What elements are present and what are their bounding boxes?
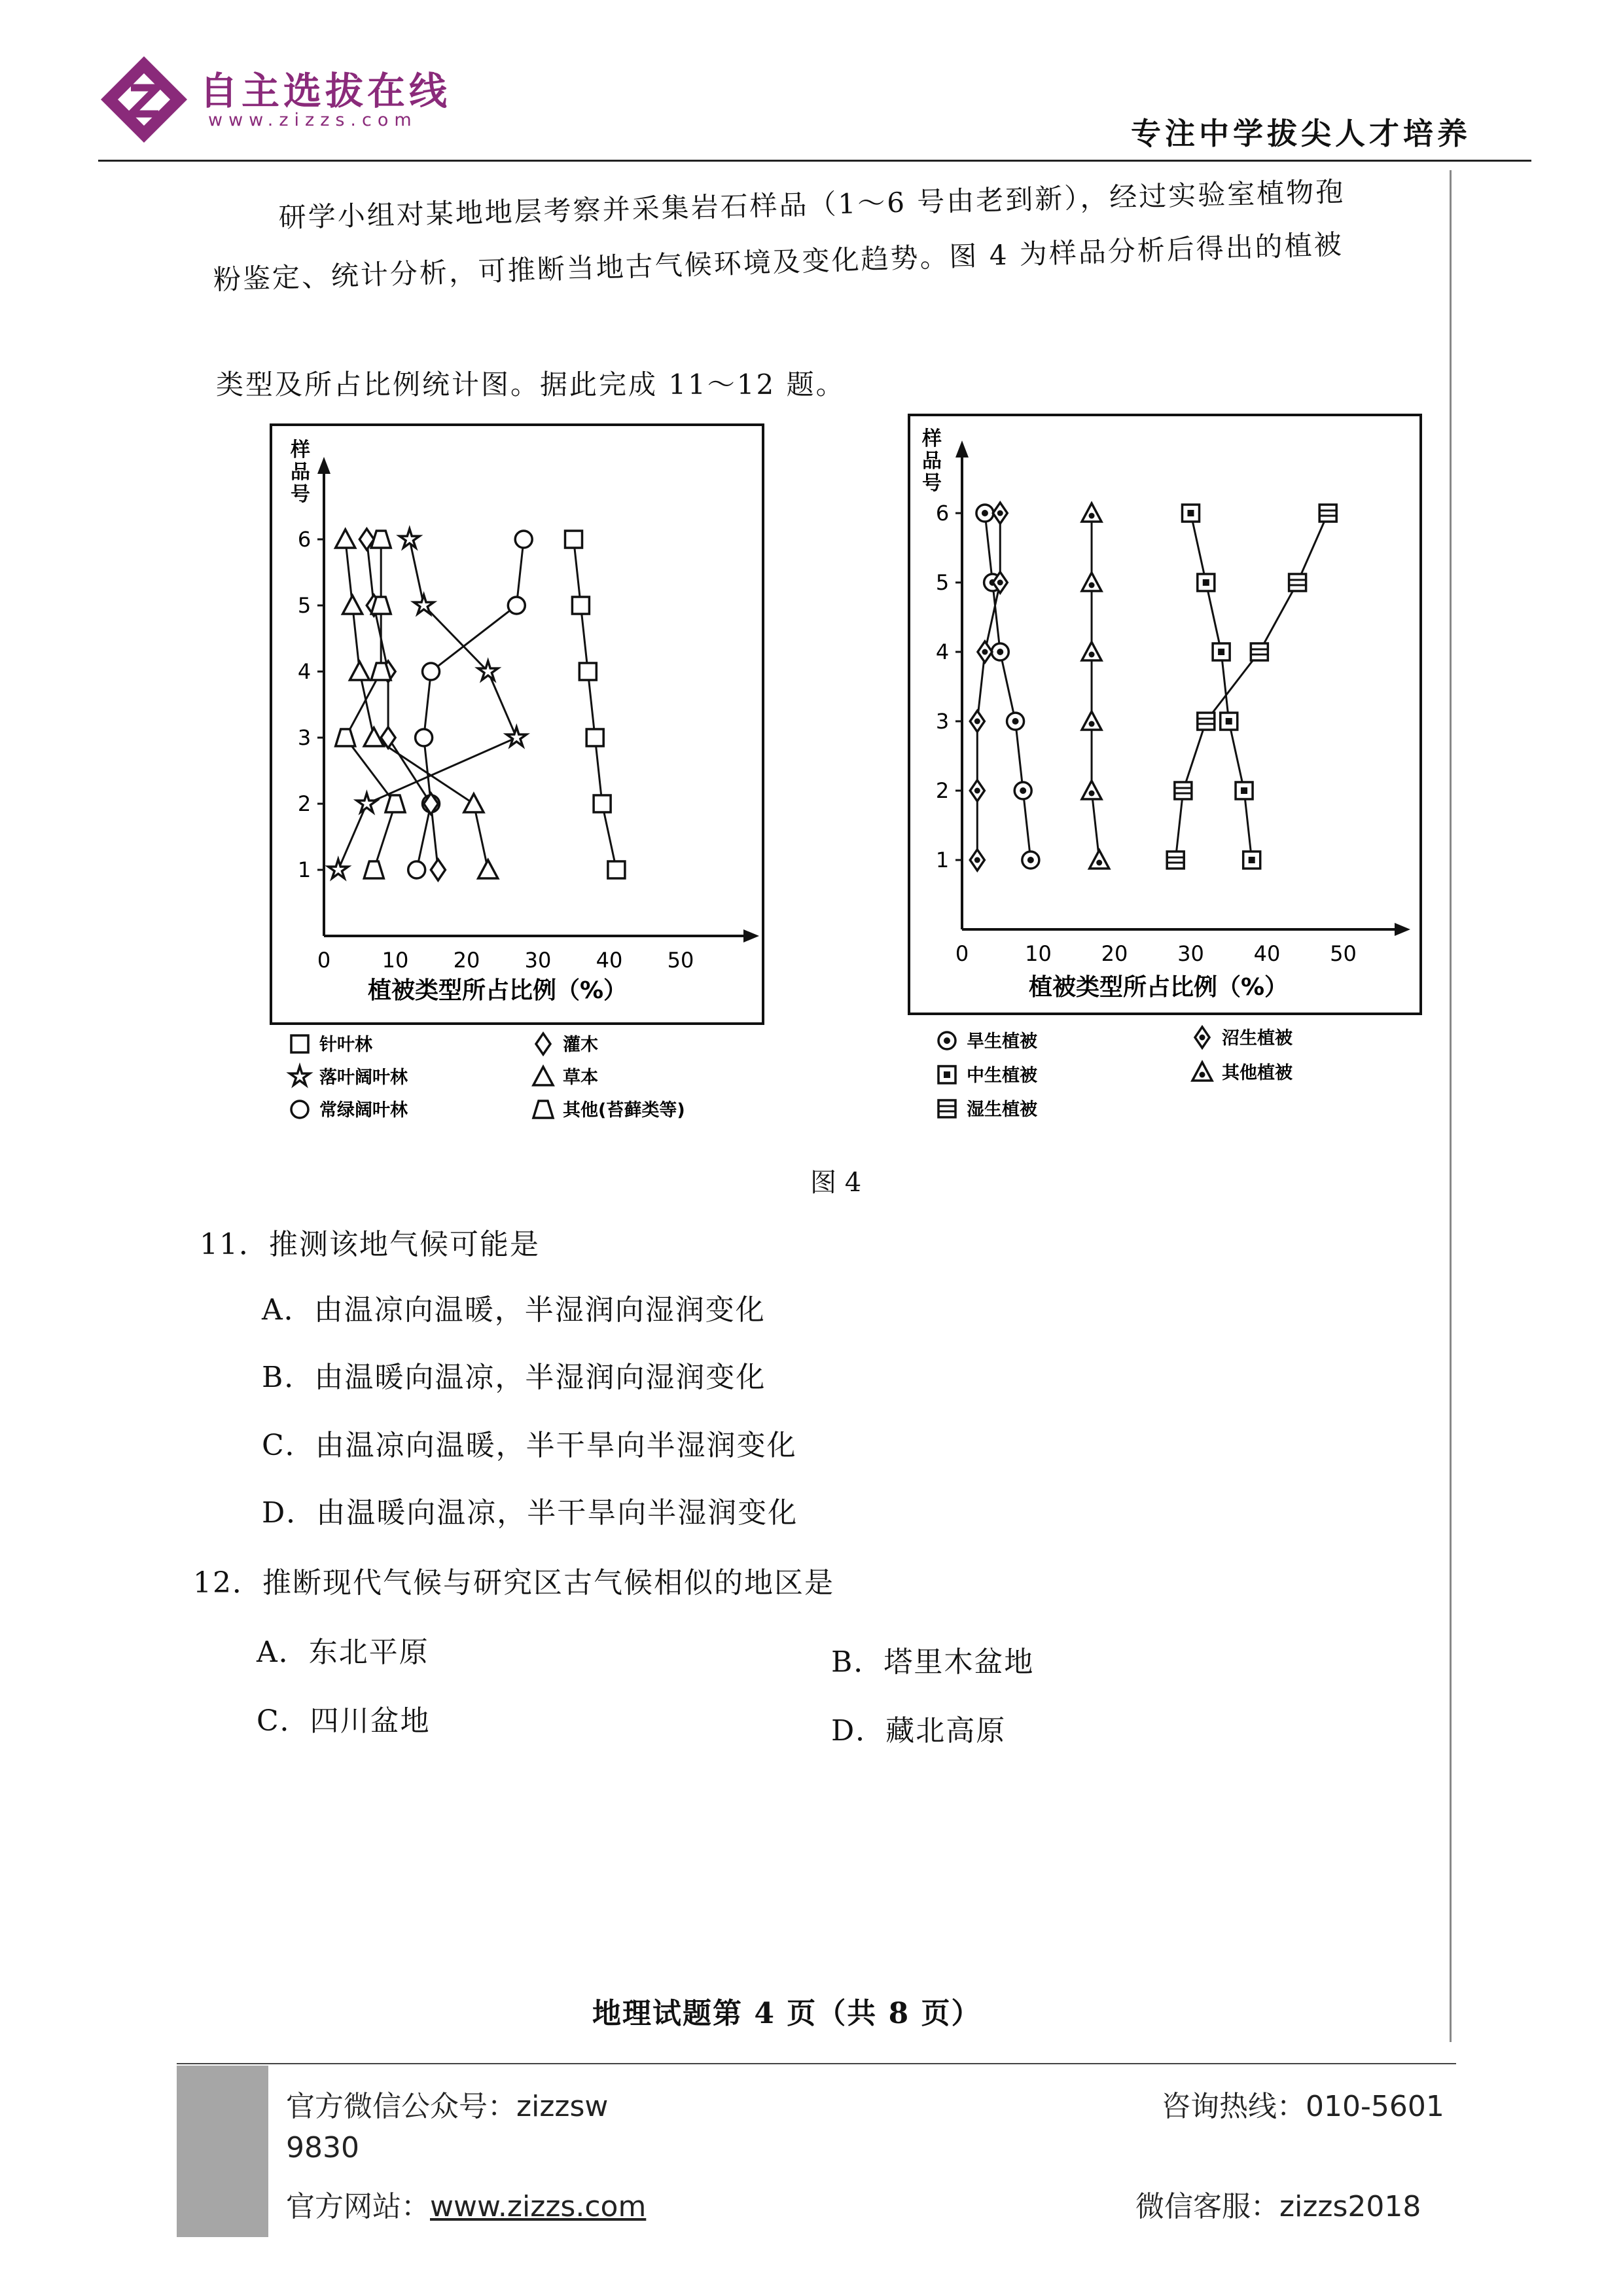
legend-symbol — [291, 1035, 308, 1052]
series-4-point — [970, 850, 984, 870]
series-2-point — [414, 595, 433, 614]
x-tick-label: 0 — [317, 948, 331, 973]
y-tick-label: 6 — [935, 501, 950, 526]
chart-frame — [271, 425, 763, 1024]
series-4-point — [993, 503, 1007, 524]
x-axis-arrow — [743, 929, 759, 942]
legend-symbol — [533, 1067, 553, 1085]
x-tick-label: 40 — [1253, 941, 1281, 966]
footer-website-label: 官方网站： — [286, 2190, 430, 2223]
x-tick-label: 30 — [524, 948, 552, 973]
x-tick-label: 40 — [596, 948, 623, 973]
logo-mark — [98, 54, 190, 145]
y-tick-label: 5 — [297, 593, 312, 618]
intro-line-2: 粉鉴定、统计分析，可推断当地古气候环境及变化趋势。图 4 为样品分析后得出的植被 — [213, 228, 1344, 296]
series-2-point — [329, 859, 348, 878]
question-11-option-c: C．由温凉向温暖，半干旱向半湿润变化 — [262, 1429, 797, 1462]
legend-label: 灌木 — [563, 1035, 598, 1055]
x-tick-label: 0 — [955, 941, 969, 966]
question-11-option-d: D．由温暖向温凉，半干旱向半湿润变化 — [262, 1496, 798, 1530]
series-4-point — [431, 859, 445, 880]
x-axis-arrow — [1395, 923, 1410, 936]
series-4-point — [970, 780, 984, 801]
series-5-point — [350, 662, 370, 680]
series-3-point — [1175, 782, 1192, 799]
footer-website-link[interactable]: www.zizzs.com — [430, 2190, 647, 2223]
x-tick-label: 30 — [1177, 941, 1204, 966]
legend-label: 常绿阔叶林 — [319, 1100, 408, 1121]
series-1-point — [976, 505, 993, 522]
y-axis-label: 样品号 — [291, 439, 310, 506]
legend-label: 其他(苔藓类等) — [563, 1100, 685, 1121]
series-3-point — [1251, 643, 1268, 660]
x-axis-label: 植被类型所占比例（%） — [367, 977, 628, 1004]
question-11-stem: 11．推测该地气候可能是 — [200, 1228, 540, 1261]
series-5-point — [336, 529, 355, 548]
x-tick-label: 10 — [382, 948, 409, 973]
series-5-point — [478, 860, 498, 878]
series-6-point — [371, 531, 391, 548]
series-5-point — [1090, 850, 1109, 869]
footer-wechat: 官方微信公众号：zizzsw — [286, 2090, 609, 2123]
figure-caption: 图 4 — [810, 1168, 862, 1198]
legend-label: 针叶林 — [319, 1035, 372, 1055]
series-2-point — [1198, 574, 1215, 591]
series-2-point — [1221, 713, 1238, 730]
legend-symbol — [938, 1100, 955, 1117]
x-tick-label: 10 — [1025, 941, 1052, 966]
intro-line-3: 类型及所占比例统计图。据此完成 11～12 题。 — [216, 368, 846, 401]
page-number: 地理试题第 4 页（共 8 页） — [592, 1997, 982, 2030]
series-5-point — [1082, 573, 1101, 591]
legend-symbol — [938, 1032, 955, 1049]
series-3-point — [408, 861, 425, 878]
legend-symbol — [536, 1033, 550, 1054]
logo-title: 自主选拔在线 — [200, 69, 452, 113]
series-2-point — [1213, 643, 1230, 660]
series-6-point — [385, 795, 405, 812]
series-5-point — [1082, 781, 1101, 799]
legend-symbol — [1195, 1027, 1209, 1048]
series-3-point — [1289, 574, 1306, 591]
series-4-point — [970, 711, 984, 732]
footer-side-bar — [177, 2066, 268, 2237]
footer-service: 微信客服：zizzs2018 — [1135, 2190, 1421, 2223]
series-line-1 — [985, 513, 1031, 860]
series-line-2 — [1191, 513, 1252, 860]
series-3-point — [1198, 713, 1215, 730]
series-1-point — [594, 795, 611, 812]
legend-label: 其他植被 — [1222, 1063, 1293, 1083]
question-12-option-b: B．塔里木盆地 — [831, 1645, 1035, 1679]
legend-symbol — [290, 1066, 310, 1085]
chart-moisture-vegetation — [900, 406, 1430, 1132]
question-11-option-b: B．由温暖向温凉，半湿润向湿润变化 — [262, 1361, 766, 1394]
legend-label: 草本 — [563, 1067, 598, 1088]
series-6-point — [336, 729, 355, 746]
series-4-point — [978, 641, 992, 662]
question-11-option-a: A．由温凉向温暖，半湿润向湿润变化 — [262, 1293, 766, 1327]
x-tick-label: 50 — [1330, 941, 1357, 966]
footer-wechat-cont: 9830 — [286, 2131, 359, 2164]
series-1-point — [991, 643, 1008, 660]
footer-hotline: 咨询热线：010-5601 — [1162, 2090, 1444, 2123]
question-12-stem: 12．推断现代气候与研究区古气候相似的地区是 — [193, 1566, 834, 1600]
series-5-point — [1082, 711, 1101, 730]
series-3-point — [416, 729, 433, 746]
series-2-point — [507, 727, 526, 746]
series-1-point — [1014, 782, 1031, 799]
page-edge-line — [1450, 170, 1452, 2042]
x-axis-label: 植被类型所占比例（%） — [1028, 974, 1289, 1001]
series-2-point — [1236, 782, 1253, 799]
footer-website — [286, 2183, 646, 2225]
series-2-point — [357, 793, 376, 812]
y-axis-arrow — [317, 457, 330, 474]
series-5-point — [1082, 503, 1101, 522]
footer-divider — [177, 2063, 1456, 2064]
y-tick-label: 1 — [935, 848, 950, 872]
y-tick-label: 5 — [935, 570, 950, 595]
series-1-point — [565, 531, 582, 548]
legend-symbol — [291, 1101, 308, 1118]
legend-label: 落叶阔叶林 — [319, 1067, 408, 1088]
series-line-1 — [574, 539, 616, 870]
x-tick-label: 20 — [1101, 941, 1128, 966]
legend-label: 沼生植被 — [1222, 1028, 1293, 1049]
series-line-5 — [1092, 513, 1099, 860]
series-1-point — [586, 729, 603, 746]
series-2-point — [1183, 505, 1200, 522]
series-6-point — [364, 861, 383, 878]
y-axis-arrow — [955, 440, 969, 457]
y-tick-label: 6 — [297, 527, 312, 552]
series-3-point — [515, 531, 532, 548]
series-line-3 — [1175, 513, 1328, 860]
series-1-point — [1007, 713, 1024, 730]
y-tick-label: 2 — [297, 791, 312, 816]
question-12-option-c: C．四川盆地 — [257, 1704, 431, 1738]
header-slogan: 专注中学拔尖人才培养 — [1131, 116, 1471, 151]
x-tick-label: 20 — [453, 948, 480, 973]
chart-forest-vegetation — [262, 422, 772, 1136]
y-tick-label: 3 — [935, 709, 950, 734]
series-3-point — [1167, 852, 1184, 869]
y-tick-label: 1 — [297, 857, 312, 882]
series-1-point — [579, 663, 596, 680]
question-12-option-a: A．东北平原 — [257, 1636, 429, 1669]
legend-symbol — [1192, 1062, 1212, 1081]
legend-label: 旱生植被 — [967, 1031, 1037, 1052]
series-1-point — [572, 597, 589, 614]
series-1-point — [608, 861, 625, 878]
y-tick-label: 4 — [935, 639, 950, 664]
header-divider — [98, 160, 1531, 162]
series-2-point — [400, 529, 419, 548]
legend-label: 中生植被 — [967, 1066, 1037, 1086]
series-3-point — [1319, 505, 1336, 522]
x-tick-label: 50 — [667, 948, 694, 973]
legend-symbol — [938, 1066, 955, 1083]
series-1-point — [1022, 852, 1039, 869]
series-5-point — [464, 794, 484, 812]
series-line-5 — [346, 539, 488, 870]
legend-symbol — [533, 1101, 553, 1118]
question-12-option-d: D．藏北高原 — [831, 1714, 1007, 1748]
y-tick-label: 4 — [297, 659, 312, 684]
series-2-point — [1243, 852, 1260, 869]
series-5-point — [343, 596, 363, 614]
series-3-point — [508, 597, 525, 614]
y-tick-label: 3 — [297, 725, 312, 750]
series-3-point — [423, 663, 440, 680]
series-line-4 — [977, 513, 1000, 860]
intro-line-1: 研学小组对某地地层考察并采集岩石样品（1～6 号由老到新），经过实验室植物孢 — [278, 175, 1346, 234]
y-axis-label: 样品号 — [922, 427, 942, 495]
y-tick-label: 2 — [935, 778, 950, 803]
logo-url: www.zizzs.com — [208, 110, 418, 130]
legend-label: 湿生植被 — [967, 1100, 1037, 1120]
series-5-point — [1082, 642, 1101, 660]
